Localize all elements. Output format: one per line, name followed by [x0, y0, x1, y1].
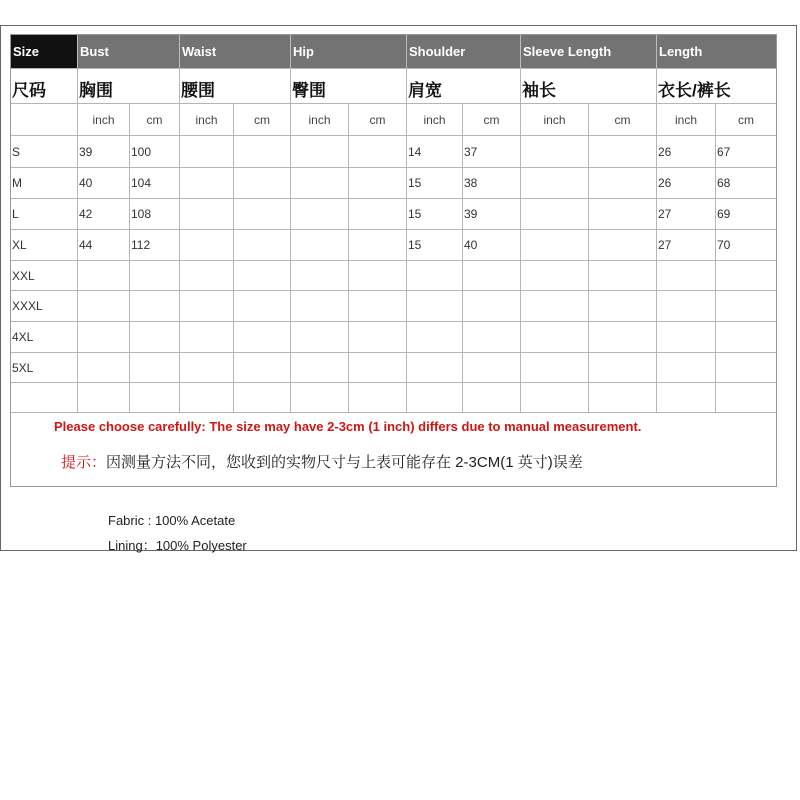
cell-bust-in [78, 291, 130, 321]
cell-bust-in: 39 [78, 136, 130, 167]
cell-sleeve-in [521, 199, 589, 229]
table-row [11, 168, 776, 199]
cell-hip-in [291, 291, 349, 321]
cell-hip-in [291, 383, 349, 412]
header-cn-shoulder: 肩宽 [407, 69, 521, 103]
cell-shoulder-cm [463, 383, 521, 412]
header-cn-size: 尺码 [11, 69, 78, 103]
unit-cm: cm [589, 104, 657, 135]
table-row [11, 322, 776, 353]
cell-length-cm [716, 383, 776, 412]
cell-shoulder-cm: 39 [463, 199, 521, 229]
size-chart-table [10, 34, 777, 487]
cell-length-in: 26 [657, 136, 716, 167]
cell-bust-in [78, 261, 130, 290]
cell-hip-in [291, 353, 349, 382]
cell-shoulder-in [407, 322, 463, 352]
cell-shoulder-cm [463, 291, 521, 321]
cell-waist-in [180, 230, 234, 260]
cell-length-cm: 69 [717, 207, 731, 221]
cell-hip-cm [349, 353, 407, 382]
cell-hip-in [291, 199, 349, 229]
cell-hip-cm [349, 383, 407, 412]
cell-waist-in [180, 261, 234, 290]
cell-shoulder-cm: 37 [463, 136, 521, 167]
cell-waist-in [180, 291, 234, 321]
cell-hip-in [291, 322, 349, 352]
cell-shoulder-in: 14 [407, 136, 463, 167]
unit-row [11, 104, 776, 136]
cell-size: S [11, 136, 78, 167]
cell-length-cm [716, 353, 776, 382]
cell-sleeve-cm [589, 261, 657, 290]
cell-size: XL [11, 230, 78, 260]
header-row-en [11, 35, 776, 69]
header-hip: Hip [291, 35, 407, 68]
header-sleeve-length: Sleeve Length [521, 35, 657, 68]
measurement-notice-cn [61, 451, 583, 472]
cell-waist-cm [234, 322, 291, 352]
cell-hip-in [291, 168, 349, 198]
unit-inch: inch [291, 104, 349, 135]
cell-bust-cm: 112 [130, 230, 180, 260]
unit-blank [11, 104, 78, 135]
cell-sleeve-in [521, 261, 589, 290]
measurement-notice-en: Please choose carefully: The size may have 2-3cm (1 inch) differs due to manual measurement. [54, 419, 642, 434]
cell-size [11, 383, 78, 412]
cell-sleeve-cm [589, 322, 657, 352]
cell-waist-cm [234, 199, 291, 229]
cell-shoulder-cm [463, 353, 521, 382]
cell-sleeve-in [521, 291, 589, 321]
cell-waist-in [180, 353, 234, 382]
cell-length-in [657, 291, 716, 321]
header-cn-waist: 腰围 [180, 69, 291, 103]
unit-cm: cm [349, 104, 407, 135]
cell-length-cm: 70 [717, 238, 731, 252]
cell-bust-cm: 108 [130, 199, 180, 229]
cell-size: L [11, 199, 78, 229]
cell-waist-in [180, 322, 234, 352]
cell-waist-cm [234, 261, 291, 290]
cell-bust-in: 40 [78, 168, 130, 198]
cell-hip-cm [349, 230, 407, 260]
cell-waist-in [180, 199, 234, 229]
table-row [11, 136, 776, 168]
cell-hip-cm [349, 261, 407, 290]
unit-inch: inch [657, 104, 716, 135]
header-cn-hip: 臀围 [291, 69, 407, 103]
unit-inch: inch [180, 104, 234, 135]
cell-bust-cm [130, 353, 180, 382]
header-size: Size [11, 35, 78, 68]
lining-info: Lining：100% Polyester [108, 538, 247, 553]
cell-shoulder-in [407, 383, 463, 412]
cell-shoulder-in [407, 291, 463, 321]
header-bust: Bust [78, 35, 180, 68]
cell-sleeve-in [521, 168, 589, 198]
cell-length-cm: 68 [717, 176, 731, 190]
cell-hip-cm [349, 136, 407, 167]
table-row [11, 291, 776, 322]
header-waist: Waist [180, 35, 291, 68]
cell-bust-cm: 104 [130, 168, 180, 198]
cell-shoulder-in: 15 [407, 168, 463, 198]
cell-size: XXL [11, 261, 78, 290]
cell-length-in: 27 [657, 199, 716, 229]
cell-sleeve-in [521, 353, 589, 382]
cell-sleeve-cm [589, 353, 657, 382]
cell-bust-in [78, 383, 130, 412]
cell-shoulder-in [407, 261, 463, 290]
cell-sleeve-cm [589, 291, 657, 321]
cell-shoulder-in: 15 [407, 230, 463, 260]
cell-bust-in: 44 [78, 230, 130, 260]
cell-waist-cm [234, 136, 291, 167]
table-row [11, 383, 776, 413]
cell-sleeve-cm [589, 230, 657, 260]
cell-length-in [657, 322, 716, 352]
cell-sleeve-in [521, 136, 589, 167]
cell-sleeve-cm [589, 168, 657, 198]
cell-length-in: 27 [657, 230, 716, 260]
cell-length-in [657, 261, 716, 290]
table-row [11, 353, 776, 383]
cell-length-cm [716, 291, 776, 321]
cell-bust-in [78, 353, 130, 382]
cell-bust-cm [130, 383, 180, 412]
cell-sleeve-in [521, 322, 589, 352]
notice-cn-body: 因测量方法不同，您收到的实物尺寸与上表可能存在 2-3CM(1 英寸)误差 [106, 454, 583, 471]
cell-size: 4XL [11, 322, 78, 352]
header-cn-sleeve: 袖长 [521, 69, 657, 103]
unit-cm: cm [234, 104, 291, 135]
cell-length-cm [716, 322, 776, 352]
cell-hip-cm [349, 322, 407, 352]
table-row [11, 261, 776, 291]
table-row [11, 230, 776, 261]
cell-hip-in [291, 261, 349, 290]
cell-bust-in: 42 [78, 199, 130, 229]
cell-sleeve-cm [589, 383, 657, 412]
unit-cm: cm [738, 112, 754, 127]
cell-waist-cm [234, 168, 291, 198]
unit-cm: cm [130, 104, 180, 135]
cell-waist-cm [234, 230, 291, 260]
unit-cm: cm [463, 104, 521, 135]
cell-bust-cm [130, 322, 180, 352]
cell-hip-in [291, 136, 349, 167]
notice-cn-lead: 提示： [61, 454, 107, 471]
cell-waist-in [180, 383, 234, 412]
header-cn-length: 衣长/裤长 [658, 81, 731, 100]
cell-shoulder-in: 15 [407, 199, 463, 229]
header-shoulder: Shoulder [407, 35, 521, 68]
cell-sleeve-in [521, 230, 589, 260]
header-row-cn [11, 69, 776, 104]
cell-length-in [657, 383, 716, 412]
cell-length-in: 26 [657, 168, 716, 198]
cell-bust-cm: 100 [130, 136, 180, 167]
cell-sleeve-cm [589, 199, 657, 229]
cell-bust-cm [130, 291, 180, 321]
cell-size: 5XL [11, 353, 78, 382]
cell-waist-cm [234, 383, 291, 412]
cell-shoulder-cm [463, 261, 521, 290]
cell-shoulder-cm [463, 322, 521, 352]
cell-hip-cm [349, 168, 407, 198]
unit-inch: inch [407, 104, 463, 135]
table-row [11, 199, 776, 230]
cell-sleeve-in [521, 383, 589, 412]
cell-length-cm [716, 261, 776, 290]
cell-waist-in [180, 136, 234, 167]
fabric-info: Fabric : 100% Acetate [108, 513, 236, 528]
cell-hip-cm [349, 291, 407, 321]
unit-inch: inch [521, 104, 589, 135]
cell-waist-cm [234, 291, 291, 321]
cell-shoulder-cm: 38 [463, 168, 521, 198]
cell-bust-cm [130, 261, 180, 290]
cell-length-in [657, 353, 716, 382]
cell-size: XXXL [11, 291, 78, 321]
cell-shoulder-cm: 40 [463, 230, 521, 260]
cell-sleeve-cm [589, 136, 657, 167]
cell-waist-in [180, 168, 234, 198]
header-length: Length [657, 35, 776, 68]
cell-waist-cm [234, 353, 291, 382]
cell-hip-cm [349, 199, 407, 229]
cell-shoulder-in [407, 353, 463, 382]
header-cn-bust: 胸围 [78, 69, 180, 103]
cell-length-cm: 67 [717, 144, 731, 159]
cell-size: M [11, 168, 78, 198]
cell-hip-in [291, 230, 349, 260]
unit-inch: inch [78, 104, 130, 135]
cell-bust-in [78, 322, 130, 352]
